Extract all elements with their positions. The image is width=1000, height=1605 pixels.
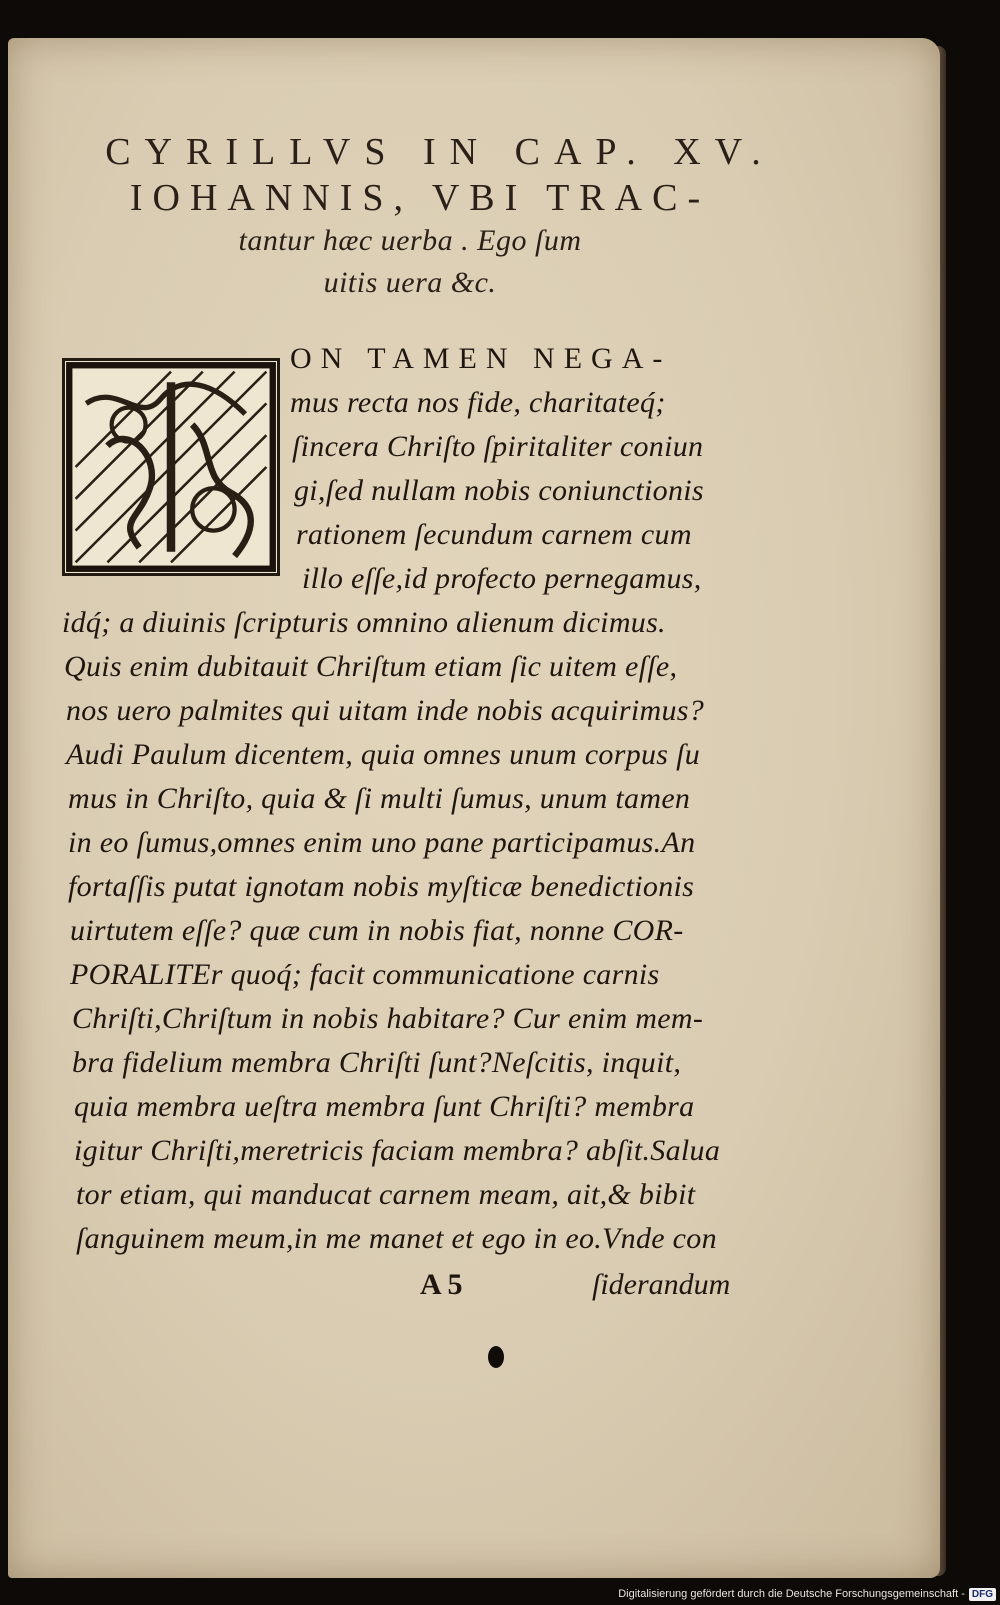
- body-line: in eo ſumus,omnes enim uno pane participamus.An: [68, 826, 696, 859]
- body-line: gi,ſed nullam nobis coniunctionis: [294, 474, 704, 507]
- body-line: ſincera Chriſto ſpiritaliter coniun: [292, 430, 704, 463]
- body-line: tor etiam, qui manducat carnem meam, ait,& bibit: [76, 1178, 696, 1211]
- body-line: illo eſſe,id profecto pernegamus,: [302, 562, 702, 595]
- body-line: fortaſſis putat ignotam nobis myſticæ benedictionis: [68, 870, 695, 903]
- body-line: mus in Chriſto, quia & ſi multi ſumus, unum tamen: [68, 782, 691, 815]
- body-line: ON TAMEN NEGA-: [290, 342, 672, 375]
- signature-mark: A 5: [420, 1268, 463, 1301]
- body-line: Quis enim dubitauit Chriſtum etiam ſic uitem eſſe,: [64, 650, 678, 683]
- body-line: uirtutem eſſe? quæ cum in nobis fiat, nonne COR-: [70, 914, 684, 947]
- footer-text: Digitalisierung gefördert durch die Deutsche Forschungsgemeinschaft -: [618, 1588, 965, 1600]
- body-line: Audi Paulum dicentem, quia omnes unum corpus ſu: [66, 738, 701, 771]
- ink-blot: [488, 1346, 504, 1368]
- catchword: ſiderandum: [592, 1268, 731, 1301]
- page-foot: [0, 1268, 760, 1308]
- body-line: PORALITEr quoq́; facit communicatione carnis: [70, 958, 660, 991]
- heading-line-2: IOHANNIS, VBI TRAC-: [129, 177, 711, 219]
- heading-line-3: tantur hæc uerba . Ego ſum: [238, 224, 582, 257]
- body-line: idq́; a diuinis ſcripturis omnino alienum dicimus.: [62, 606, 666, 639]
- body-line: igitur Chriſti,meretricis faciam membra? abſit.Salua: [74, 1134, 721, 1167]
- body-line: ſanguinem meum,in me manet et ego in eo.Vnde con: [76, 1222, 717, 1255]
- dfg-logo: DFG: [969, 1588, 996, 1601]
- body-line: quia membra ueſtra membra ſunt Chriſti? membra: [74, 1090, 695, 1123]
- body-line: rationem ſecundum carnem cum: [296, 518, 692, 551]
- digitization-footer: [590, 1583, 1000, 1605]
- heading-line-4: uitis uera &c.: [323, 266, 497, 299]
- woodcut-initial-image: [62, 358, 280, 576]
- body-line: bra fidelium membra Chriſti ſunt?Neſcitis, inquit,: [72, 1046, 682, 1079]
- body-line: Chriſti,Chriſtum in nobis habitare? Cur enim mem-: [72, 1002, 704, 1035]
- body-line: mus recta nos fide, charitateq́;: [290, 386, 666, 419]
- heading-line-1: CYRILLVS IN CAP. XV.: [105, 131, 775, 173]
- body-line: nos uero palmites qui uitam inde nobis acquirimus?: [66, 694, 705, 727]
